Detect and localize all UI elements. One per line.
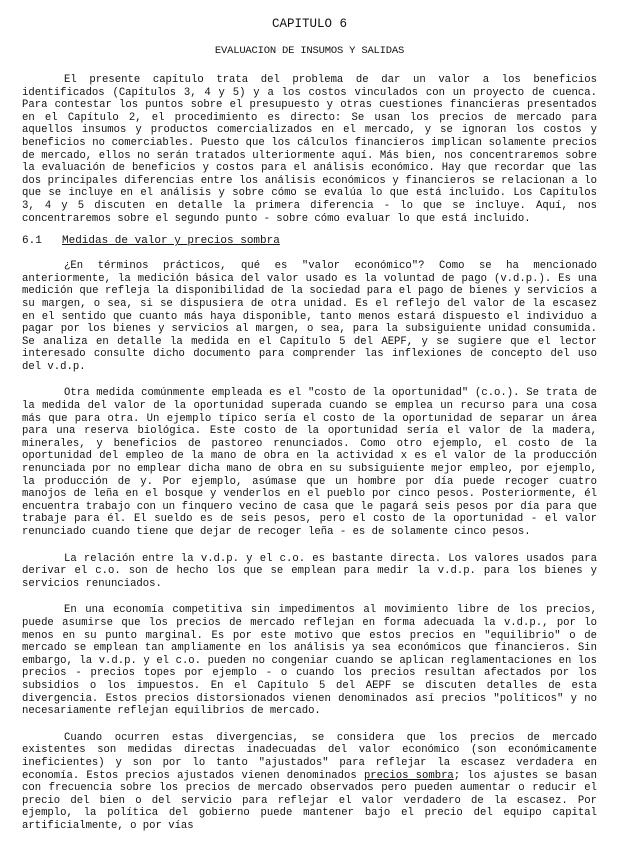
shadow-prices-text-before: Cuando ocurren estas divergencias, se considera que los precios de mercado existentes son medidas directas inadecuadas del valor económico (son económicamente ineficientes) y son por lo tanto "ajustados" para reflejar la escasez verdadera en economía. Estos precios ajustados vienen denominados [22, 731, 597, 782]
intro-paragraph: El presente capítulo trata del problema de dar un valor a los beneficios identificados (Capítulos 3, 4 y 5) y a los costos vinculados con un proyecto de cuenca. Para contestar los puntos sobre el presupuesto y otras cuestiones financieras presentados en el Capítulo 2, el procedimiento es directo: Se usan los precios de mercado para aquellos insumos y productos comercializados en el mercado, y se ignoran los costos y beneficios no comerciables. Puesto que los cálculos financieros implican solamente precios de mercado, ellos no serán tratados ulteriormente aquí. Más bien, nos concentraremos sobre la evaluación de beneficios y costos para el análisis económico. Hay que recordar que las dos principales diferencias entre los análisis económicos y financieros se relacionan a lo que se incluye en el análisis y sobre cómo se evalúa lo que está incluido. Los Capítulos 3, 4 y 5 discuten en detalle la primera diferencia - lo que se incluye. Aquí, nos concentraremos sobre el segundo punto - sobre cómo evaluar lo que está incluido. [22, 74, 597, 225]
paragraph-wtp: ¿En términos prácticos, qué es "valor económico"? Como se ha mencionado anteriormente, la medición básica del valor usado es la voluntad de pago (v.d.p.). Es una medición que refleja la disponibilidad de la sociedad para el pago de bienes y servicios a su margen, o sea, si se dispusiera de otra unidad. Es el reflejo del valor de la escasez en el sentido que cuanto más haya disponible, tanto menos estará dispuesto el individuo a pagar por los bienes y servicios al margen, o sea, para la subsiguiente unidad consumida. Se analiza en detalle la medida en el Capítulo 5 del AEPF, y se sugiere que el lector interesado consulte dicho documento para comprender las inflexiones de concepto del uso del v.d.p. [22, 260, 597, 373]
chapter-title: EVALUACION DE INSUMOS Y SALIDAS [214, 45, 405, 57]
paragraph-relation: La relación entre la v.d.p. y el c.o. es bastante directa. Los valores usados para derivar el c.o. son de hecho los que se emplean para medir la v.d.p. para los bienes y servicios renunciados. [22, 552, 597, 590]
section-title: Medidas de valor y precios sombra [62, 235, 280, 248]
section-heading [22, 234, 597, 248]
paragraph-opportunity-cost: Otra medida comúnmente empleada es el "costo de la oportunidad" (c.o.). Se trata de la medida del valor de la oportunidad superada cuando se emplea un recurso para una cosa más que para otra. Un ejemplo típico sería el costo de la oportunidad de separar un área para una reserva biológica. Este costo de la oportunidad sería el valor de la madera, minerales, y beneficios de pastoreo renunciados. Como otro ejemplo, el costo de la oportunidad del empleo de la mano de obra en la actividad x es el valor de la producción renunciada por no emplear dicha mano de obra en su subsiguiente mejor empleo, por ejemplo, la producción de y. Por ejemplo, asúmase que un hombre por día puede recoger cuatro manojos de leña en el bosque y venderlos en el pueblo por cinco pesos. Posteriormente, él encuentra trabajo con un finquero vecino de casa que le pagará seis pesos por día para que trabaje para él. El sueldo es de seis pesos, pero el costo de la oportunidad - el valor renunciado cuando tiene que dejar de recoger leña - es de solamente cinco pesos. [22, 387, 597, 538]
shadow-prices-term: precios sombra [363, 769, 454, 782]
shadow-prices-text-after: ; los ajustes se basan con frecuencia sobre los precios de mercado observados pero pueden aumentar o reducir el precio del bien o del servicio para reflejar el valor verdadero de la escasez. Por ejemplo, la política del gobierno puede mantener bajo el precio del equipo capital artificialmente, o por vías [22, 769, 597, 832]
paragraph-competitive-economy: En una economía competitiva sin impedimentos al movimiento libre de los precios, puede asumirse que los precios de mercado reflejan en forma adecuada la v.d.p., por lo menos en su punto marginal. Es por este motivo que estos precios en "equilibrio" o de mercado se emplean tan ampliamente en los análisis ya sea económicos que financieros. Sin embargo, la v.d.p. y el c.o. pueden no congeniar cuando se aplican reglamentaciones en los precios - precios topes por ejemplo - o cuando los precios resultan afectados por los subsidios o los impuestos. En el Capítulo 5 del AEPF se discuten detalles de esta divergencia. Estos precios distorsionados vienen denominados así precios "políticos" y no necesariamente reflejan equilibrios de mercado. [22, 604, 597, 718]
chapter-heading: CAPITULO 6 [271, 17, 347, 31]
paragraph-shadow-prices [22, 732, 597, 833]
section-number: 6.1 [22, 235, 42, 248]
